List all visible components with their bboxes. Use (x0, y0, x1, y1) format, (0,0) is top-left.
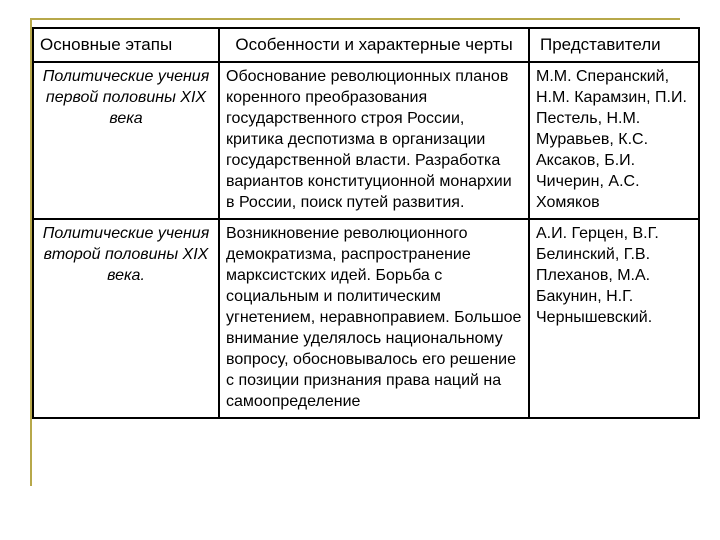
table-header-row (33, 28, 699, 62)
political-teachings-table (32, 27, 700, 419)
stage-cell: Политические учения первой половины XIX века (33, 62, 219, 219)
header-representatives: Представители (529, 28, 699, 62)
header-stage: Основные этапы (33, 28, 219, 62)
features-cell: Возникновение революционного демократизма, распространение марксистских идей. Борьба с социальным и политическим угнетением, неравноправием. Большое внимание уделялось национальному вопросу, обосновывалось его решение с позиции признания права наций на самоопределение (219, 219, 529, 418)
top-accent-line (30, 18, 680, 20)
representatives-cell: А.И. Герцен, В.Г. Белинский, Г.В. Плеханов, М.А. Бакунин, Н.Г. Чернышевский. (529, 219, 699, 418)
stage-cell: Политические учения второй половины XIX века. (33, 219, 219, 418)
representatives-cell: М.М. Сперанский, Н.М. Карамзин, П.И. Пестель, Н.М. Муравьев, К.С. Аксаков, Б.И. Чичерин, А.С. Хомяков (529, 62, 699, 219)
table-row (33, 62, 699, 219)
features-cell: Обоснование революционных планов коренного преобразования государственного строя России, критика деспотизма в организации государственной власти. Разработка вариантов конституционной монархии в России, поиск путей развития. (219, 62, 529, 219)
table-row (33, 219, 699, 418)
header-features: Особенности и характерные черты (219, 28, 529, 62)
